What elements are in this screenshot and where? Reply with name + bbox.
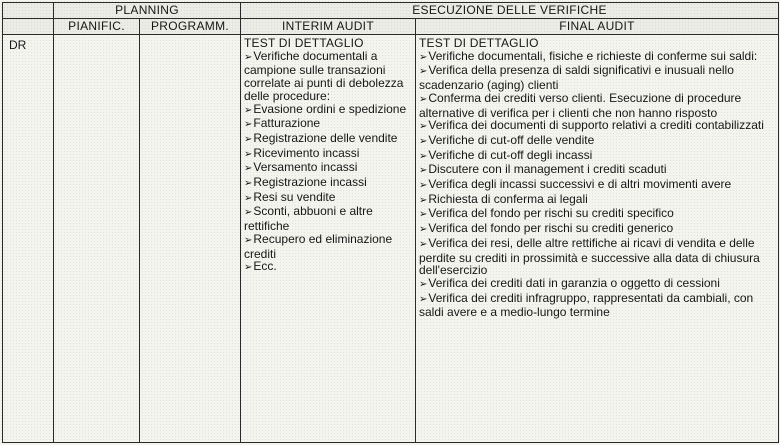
checklist-item: ➢ Verifiche di cut-off delle vendite	[419, 134, 775, 149]
checklist-item: ➢ Verifica dei crediti dati in garanzia o oggetto di cessioni	[419, 277, 775, 292]
checklist-item: ➢ Resi su vendite	[244, 191, 412, 206]
header-interim-audit: INTERIM AUDIT	[241, 19, 416, 35]
checklist-item: ➢ Verifica degli incassi successivi e di altri movimenti avere	[419, 178, 775, 193]
header-pianific: PIANIFIC.	[54, 19, 140, 35]
header-esecuzione: ESECUZIONE DELLE VERIFICHE	[241, 3, 779, 19]
header-final-audit: FINAL AUDIT	[416, 19, 779, 35]
checklist-item: ➢ Registrazione delle vendite	[244, 132, 412, 147]
checklist-item: ➢ Registrazione incassi	[244, 176, 412, 191]
row-dr	[3, 35, 779, 443]
checklist-item: ➢ Verifiche documentali a campione sulle transazioni correlate ai punti di debolezza delle procedure:	[244, 50, 412, 103]
checklist-item: ➢ Verifica del fondo per rischi su crediti specifico	[419, 207, 775, 222]
checklist-item: ➢ Verifica del fondo per rischi su crediti generico	[419, 222, 775, 237]
interim-audit-cell	[241, 35, 416, 443]
audit-table	[2, 2, 779, 443]
checklist-item: ➢ Verifica dei resi, delle altre rettifiche ai ricavi di vendita e delle perdite su crediti in prossimità e successive alla data di chiusura dell'esercizio	[419, 237, 775, 277]
interim-title: TEST DI DETTAGLIO	[244, 36, 364, 50]
corner-cell-sub	[3, 19, 54, 35]
checklist-item: ➢ Discutere con il management i crediti scaduti	[419, 163, 775, 178]
checklist-item: ➢ Versamento incassi	[244, 161, 412, 176]
header-row-sub	[3, 19, 779, 35]
checklist-item: ➢ Verifiche documentali, fisiche e richieste di conferme sui saldi:	[419, 50, 775, 65]
checklist-item: ➢ Verifiche di cut-off degli incassi	[419, 149, 775, 164]
pianific-cell	[54, 35, 140, 443]
checklist-item: ➢ Ricevimento incassi	[244, 147, 412, 162]
checklist-item: ➢ Ecc.	[244, 260, 412, 275]
checklist-item: ➢ Verifica dei documenti di supporto relativi a crediti contabilizzati	[419, 119, 775, 134]
interim-items	[244, 50, 412, 275]
checklist-item: ➢ Conferma dei crediti verso clienti. Esecuzione di procedure alternative di verifica per i clienti che non hanno risposto	[419, 92, 775, 119]
header-row-top	[3, 3, 779, 19]
checklist-item: ➢ Verifica della presenza di saldi significativi e inusuali nello scadenzario (aging) clienti	[419, 64, 775, 91]
final-items	[419, 50, 775, 319]
checklist-item: ➢ Recupero ed eliminazione crediti	[244, 233, 412, 260]
final-title: TEST DI DETTAGLIO	[419, 36, 539, 50]
checklist-item: ➢ Richiesta di conferma ai legali	[419, 193, 775, 208]
final-audit-cell	[416, 35, 779, 443]
checklist-item: ➢ Verifica dei crediti infragruppo, rappresentati da cambiali, con saldi avere e a medio-lungo termine	[419, 292, 775, 319]
header-programm: PROGRAMM.	[140, 19, 241, 35]
programm-cell	[140, 35, 241, 443]
row-label-dr: DR	[3, 35, 54, 443]
header-planning: PLANNING	[54, 3, 241, 19]
checklist-item: ➢ Evasione ordini e spedizione	[244, 103, 412, 118]
checklist-item: ➢ Sconti, abbuoni e altre rettifiche	[244, 205, 412, 232]
corner-cell	[3, 3, 54, 19]
checklist-item: ➢ Fatturazione	[244, 117, 412, 132]
